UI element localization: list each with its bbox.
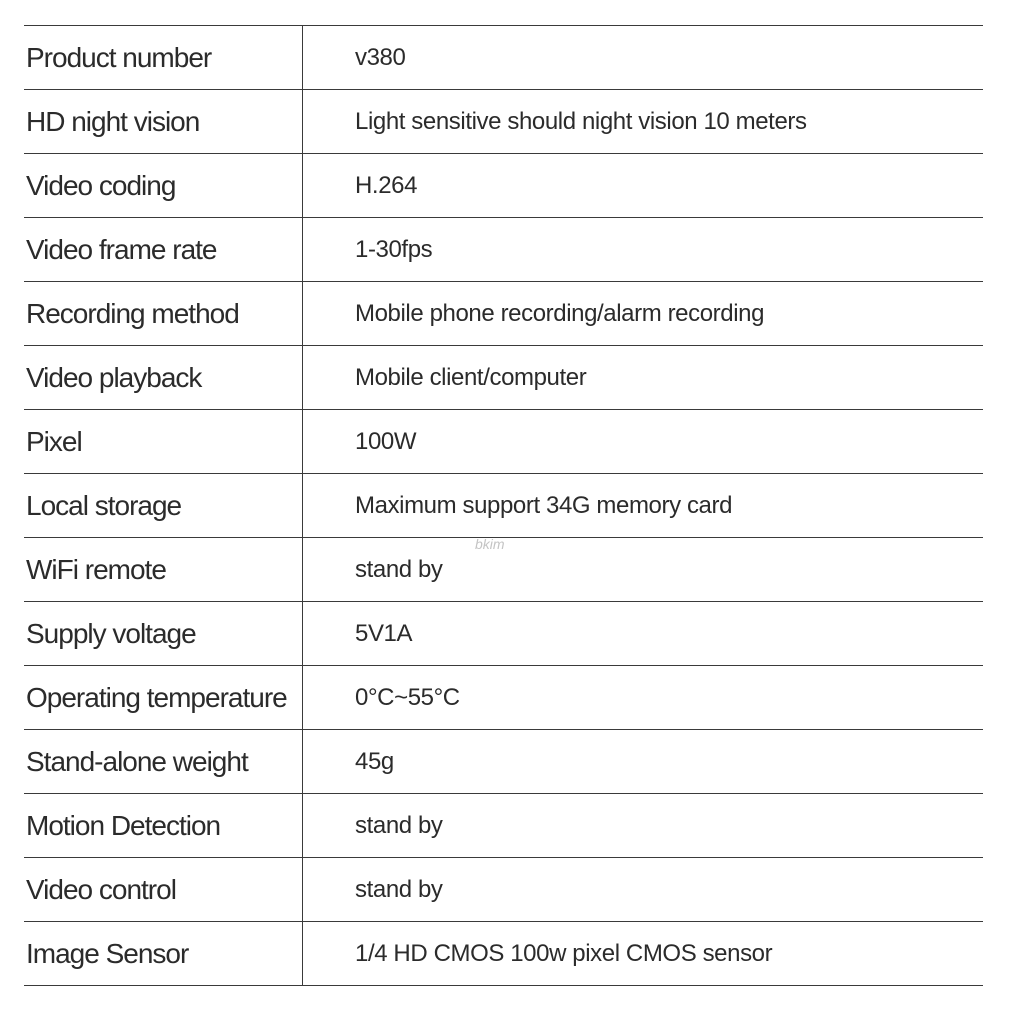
spec-label: Product number: [24, 26, 303, 90]
table-row: [24, 730, 983, 794]
table-row: [24, 218, 983, 282]
table-row: [24, 26, 983, 90]
spec-label: HD night vision: [24, 90, 303, 154]
table-row: [24, 666, 983, 730]
spec-value: 1/4 HD CMOS 100w pixel CMOS sensor: [303, 922, 984, 986]
spec-label: Recording method: [24, 282, 303, 346]
table-row: [24, 282, 983, 346]
spec-label: Operating temperature: [24, 666, 303, 730]
table-row: [24, 346, 983, 410]
table-row: [24, 794, 983, 858]
spec-label: Supply voltage: [24, 602, 303, 666]
table-row: [24, 602, 983, 666]
table-row: [24, 922, 983, 986]
spec-label: Video control: [24, 858, 303, 922]
spec-value: 45g: [303, 730, 984, 794]
watermark: bkim: [475, 536, 505, 552]
spec-label: Video playback: [24, 346, 303, 410]
table-row: [24, 90, 983, 154]
spec-value: Light sensitive should night vision 10 meters: [303, 90, 984, 154]
spec-value: 1-30fps: [303, 218, 984, 282]
table-row: [24, 410, 983, 474]
spec-value: Maximum support 34G memory card: [303, 474, 984, 538]
spec-value: 0°C~55°C: [303, 666, 984, 730]
table-row: [24, 474, 983, 538]
spec-label: Image Sensor: [24, 922, 303, 986]
spec-label: Stand-alone weight: [24, 730, 303, 794]
spec-value: stand by: [303, 794, 984, 858]
spec-value: stand by: [303, 858, 984, 922]
spec-label: Video frame rate: [24, 218, 303, 282]
spec-label: Pixel: [24, 410, 303, 474]
spec-label: WiFi remote: [24, 538, 303, 602]
spec-label: Video coding: [24, 154, 303, 218]
table-row: [24, 154, 983, 218]
spec-label: Local storage: [24, 474, 303, 538]
spec-value: 100W: [303, 410, 984, 474]
spec-value: Mobile phone recording/alarm recording: [303, 282, 984, 346]
spec-label: Motion Detection: [24, 794, 303, 858]
spec-value: H.264: [303, 154, 984, 218]
table-row: [24, 858, 983, 922]
spec-value: v380: [303, 26, 984, 90]
spec-value: 5V1A: [303, 602, 984, 666]
spec-value: stand by: [303, 538, 984, 602]
spec-value: Mobile client/computer: [303, 346, 984, 410]
spec-table: [24, 25, 983, 986]
